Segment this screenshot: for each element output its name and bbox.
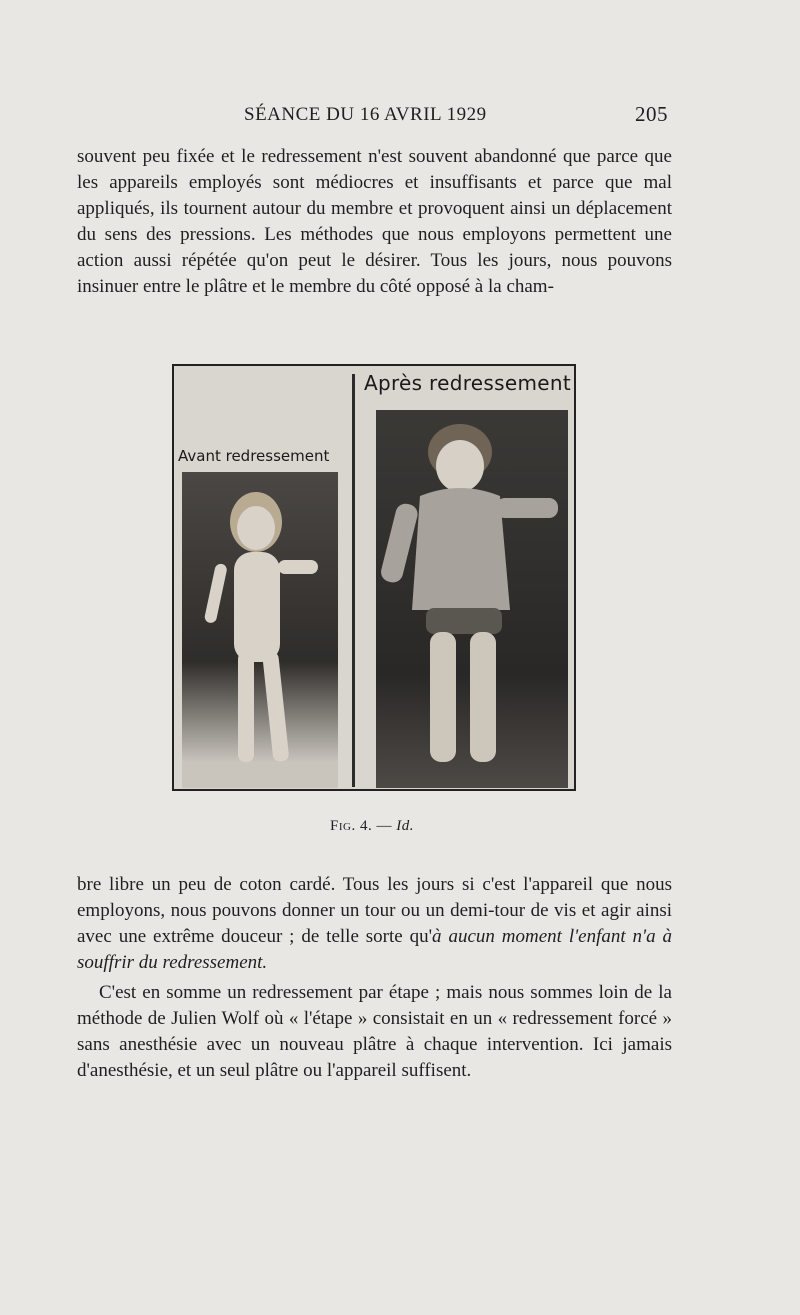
photo-before bbox=[182, 472, 338, 788]
paragraph-1: souvent peu fixée et le redressement n'est souvent abandonné que parce que les appareils employés sont médiocres et insuffisants et parce que mal appliqués, ils tournent autour du membre et provoquent ainsi un déplacement du sens des pressions. Les méthodes que nous employons permettent une action aussi répétée qu'on peut le désirer. Tous les jours, nous pouvons insinuer entre le plâtre et le membre du côté opposé à la cham- bbox=[77, 146, 672, 297]
paragraph-3: C'est en somme un redressement par étape ; mais nous sommes loin de la méthode de Julien Wolf où « l'étape » consistait en un « redressement forcé » sans anesthésie avec un nouveau plâtre à chaque intervention. Ici jamais d'anesthésie, et un seul plâtre ou l'appareil suffisent. bbox=[77, 982, 672, 1081]
photo-after bbox=[376, 410, 568, 788]
paragraph-2-italic: à aucun moment l'enfant n'a à souffrir du redressement. bbox=[77, 925, 673, 973]
panel-divider bbox=[352, 374, 355, 787]
label-before: Avant redressement bbox=[178, 447, 330, 465]
figure-caption bbox=[330, 818, 414, 835]
caption-label: Fig. 4. bbox=[330, 818, 373, 834]
running-head bbox=[230, 100, 670, 130]
figure bbox=[172, 364, 576, 791]
page-number: 205 bbox=[635, 102, 668, 126]
paragraph-2-text: bre libre un peu de coton cardé. Tous les jours si c'est l'appareil que nous employons, nous pouvons donner un tour ou un demi-tour de vis et agir ainsi avec une extrême douceur ; de telle sorte qu' bbox=[77, 874, 672, 947]
running-head-title: SÉANCE DU 16 AVRIL 1929 bbox=[244, 104, 487, 125]
label-after: Après redressement bbox=[364, 371, 571, 395]
caption-separator: — bbox=[372, 818, 397, 834]
paragraph-2 bbox=[77, 872, 672, 976]
caption-ref: Id. bbox=[396, 818, 414, 834]
